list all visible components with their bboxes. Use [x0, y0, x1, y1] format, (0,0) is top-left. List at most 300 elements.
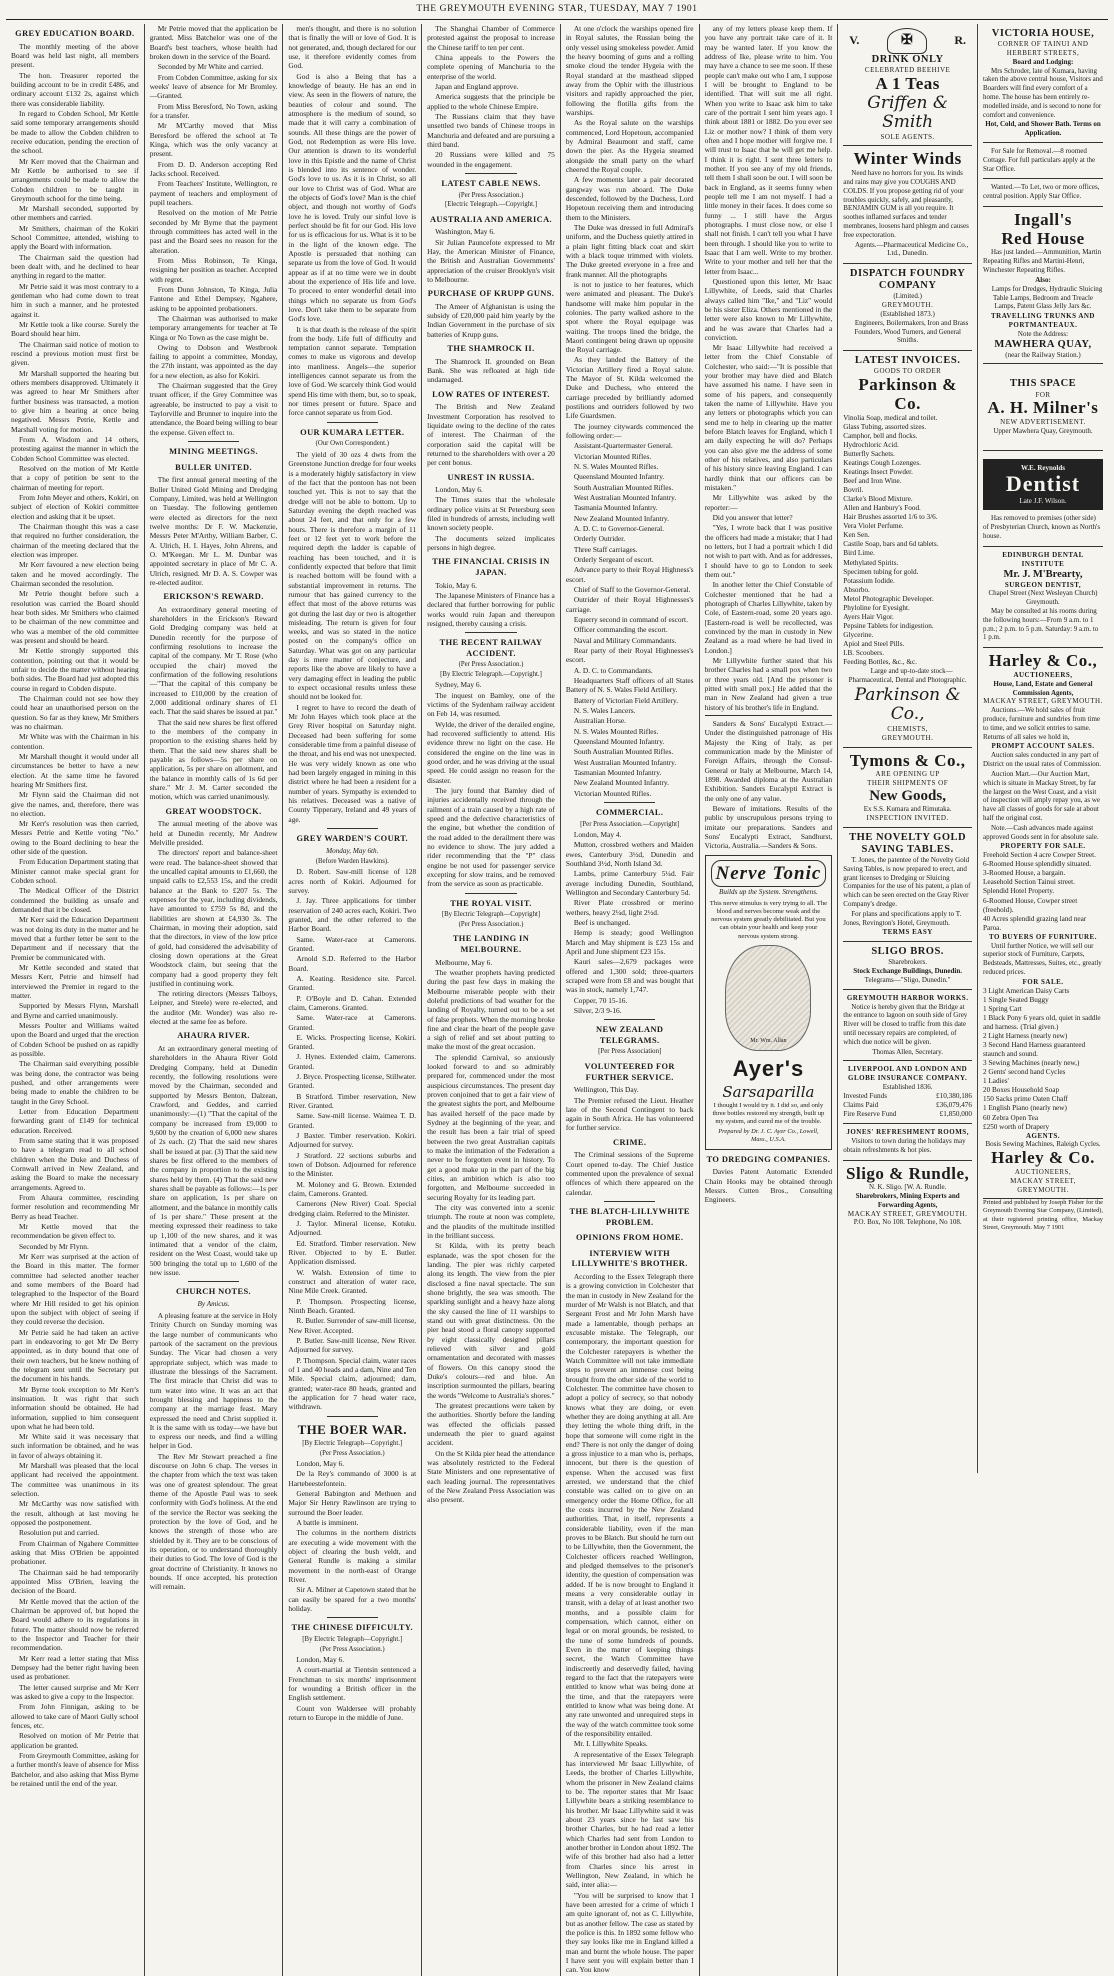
harley-title-2: Harley & Co. [991, 1148, 1095, 1168]
paragraph: J. Jay. Three applications for timber reservation of 240 acres each, Kokiri. Two granted, and the other referred to the Harbor Board. [288, 896, 417, 934]
paragraph: The jury found that Bamley died of injuries accidentally received through the railment of a train caused by a high rate of speed and the defective characteristics of the engine, but whether the condition of the road added to the derailment there was no evidence to show. The jury added a rider recommending that the "P" class engine be not used for passenger service excepting for slow trains, and be removed from the service as soon as practicable. [427, 786, 555, 889]
list-item: 40 Acres splendid grazing land near Paroa. [983, 914, 1087, 932]
paragraph: Mr Byrne took exception to Mr Kerr's insinuation. It was right that such information should be obtained. He had information, supplied to him consequent upon what he had been told. [11, 1384, 139, 1431]
sligo-sub: Sharebrokers. [888, 958, 927, 967]
paragraph: Mr Petrie moved that the application be granted. Miss Batchelor was one of the Board's best teachers, whose health had broken down in the service of the Board. [149, 24, 278, 61]
divider [327, 828, 378, 829]
novelty-footer: For plans and specifications apply to T. Jones, Revington's Hotel, Greymouth. [843, 909, 962, 927]
jones-title: JONES' REFRESHMENT ROOMS, [846, 1128, 969, 1137]
ingalls-title: Ingall's [1014, 210, 1072, 230]
sligo-addr: Stock Exchange Buildings, Dunedin. [853, 967, 962, 976]
article-subheading: LOW RATES OF INTEREST. [432, 389, 550, 399]
paragraph: Mr M'Carthy moved that Miss Beresford be offered the school at Te Kinga, which was the only vacancy at present. [149, 121, 278, 159]
paragraph: The Chairman was authorised to make temporary arrangements for teacher at Te Kinga or No Town as the case might be. [149, 313, 278, 342]
paragraph: The Japanese Ministers of Finance has a declared that further borrowing for public works would ruin Japan and thereupon resigned, thereby causing a crisis. [427, 590, 555, 628]
paragraph: America suggests that the principle be applied to the whole Chinese Empire. [427, 92, 555, 111]
article-heading: THE CHINESE DIFFICULTY. [291, 1623, 413, 1633]
agents-heading: AGENTS. [1025, 1131, 1061, 1140]
paragraph: China appeals to the Powers the complete opening of Manchuria to the enterprise of the world. [427, 52, 555, 81]
liverpool-est: Established 1836. [882, 1083, 933, 1092]
list-item: Phyloline for Eyesight. [843, 603, 910, 612]
this-space: THIS SPACE [1009, 378, 1077, 390]
byline: (Per Press Association.) [458, 191, 524, 199]
paragraph: Three Staff carriages. [573, 544, 638, 554]
paragraph: From Miss Robinson, Te Kinga, resigning her position as teacher. Accepted with regret. [149, 255, 278, 284]
ad-body: I thought I would try it. I did so, and only three bottles restored my strength, built up my system, and cured me of the trouble. [712, 1101, 825, 1126]
paragraph: Same. Water-race at Camerons. Granted. [288, 934, 417, 953]
sligo-rundle-sub: N. K. Sligo. [W. A. Rundle. [868, 1183, 947, 1192]
board-body: Mrs Schroder, late of Kumara, having taken the above central house, Visitors and Boarders will find every comfort of a home. The house has been entirely re-modelled inside, and is second to none for comfort and convenience. [983, 66, 1103, 119]
paragraph: Orderly Outrider. [573, 534, 626, 544]
article-heading: CHURCH NOTES. [176, 1287, 252, 1297]
property-heading: PROPERTY FOR SALE. [1000, 842, 1086, 851]
article-subheading: PURCHASE OF KRUPP GUNS. [427, 289, 555, 299]
goods-footer: Large and up-to-date stock—Pharmaceutical, Dental and Photographic. [848, 667, 967, 685]
article-body [150, 1311, 278, 1592]
paragraph: Mr Isaac Lillywhite had received a letter from the Chief Constable of Colchester, who said:—"It is possible that your brother may have died and Blatch have assumed his name. I have seen in some of his papers, and consequently taken the name of Lillywhite. Have you any letters or photographs which you can send me to help in clearing up the matter before Blatch leaves for England, which I am daily expecting he will do? Perhaps you can also give me the address of some other of his relatives, and also particulars of his history since leaving England. I can hardly think that our officers can be mistaken." [704, 343, 833, 493]
paragraph: At an extraordinary general meeting of shareholders in the Ahaura River Gold Dredging Company, held at Dunedin recently, the following resolutions were moved by the Chairman, seconded and supported by Messrs Benton, Dalzean, Crawford, and Geddes, and carried unanimously:—(1) "That the capital of the company be increased from £9,000 to 9,600 by the creation of 6,000 new shares of 2s each. (2) That the said new shares shall be issued at par. (3) That the said new shares be first offered to the members of the company in proportion to the existing shares held by them. (4) That the said new shares shall be payable as follows:—1s per share on application, 1s per share on allotment, and the balance in monthly calls of 1s per share." These present at the meeting expressed their readiness to take up 1,100 of the new shares, and it was intimated that a vendor of the claim, resident on the West Coast, would take up 500 bringing the total up to 1,600 of the new issue. [149, 1044, 278, 1277]
victoria-house-advert [983, 24, 1103, 143]
article-body [150, 475, 278, 587]
paragraph: any of my letters please keep them. If you have any portrait take care of it. It may be wanted later. If you know the address of Ike, please write to him. You may have a chance to see me soon. If these people can't make out who I am, I suppose I will be brought to England to be identified. That will suit me all right. When you write to Isaac ask him to take care of the portrait I sent him years ago. I think about 1881 or 1882. Do you ever see Liz or mother now? I think of them very often and I hope mother will forgive me. I will trust to Isaac that he will get me help. I think it is right. I sent three letters to mother. If you see any of my old friends, tell them I shall soon be out. I will soon be back in England, as it seems funny when people tell me I am not myself. I had a little money in their faces. It does come so funny ... I still have the Argus photographs. I must close now, or else I shall not finish. I can't tell you what I have been through. I should like you to write to Isaac that I am well. Write to my brother. Write to your mother and tell her that the letter from Isaac... [704, 24, 833, 276]
paragraph: Mr Kerr read a letter stating that Miss Dempsey had the better right having been used as probationer. [11, 1653, 139, 1682]
milner-title: A. H. Milner's [987, 398, 1099, 418]
paragraph: London, May 6. [296, 1459, 345, 1469]
article-body [427, 958, 555, 1505]
paragraph: Mr Petrie said it was most contrary to a gentleman who had come down to treat him in such a manner, and he protested against it. [11, 281, 139, 319]
paragraph: The Premier refused the Lieut. Heather late of the Second Contingent to back again in South Africa. He has volunteered for further service. [565, 1095, 694, 1133]
portrait-caption: Mr. Wm. Allan [750, 1038, 787, 1045]
novelty-title: THE NOVELTY GOLD SAVING TABLES. [849, 831, 967, 855]
paragraph: From Chairman of Ngahere Committee asking that Miss O'Brien be appointed probationer. [11, 1538, 139, 1567]
masthead-title: THE GREYMOUTH EVENING STAR, TUESDAY, MAY 7 1901 [416, 4, 698, 15]
paragraph: The inquest on Bamley, one of the victims of the Sydenham railway accident on Feb 14, was resumed. [427, 690, 555, 719]
paragraph: From Ahaura committee, rescinding former resolution and recommending Mr Berry as head Teacher. [11, 1192, 139, 1221]
article-subheading: THE LANDING IN MELBOURNE. [452, 934, 530, 954]
paragraph: Mr Lillywhite was asked by the reporter:— [704, 493, 833, 512]
article-subheading: AHAURA RIVER. [177, 1031, 250, 1041]
row-value: £1,850,000 [939, 1110, 972, 1118]
paragraph: The Shamrock II. grounded on Bean Bank. She was refloated at high tide undamaged. [427, 356, 555, 385]
paragraph: The Chairman said notice of motion to rescind a previous motion must first be given. [11, 339, 139, 368]
ad-body: Need have no horrors for you. Its winds and rains may give you COUGHS AND COLDS. If you propose getting rid of your troubles quickly, safely, and pleasantly, BENJAMIN GUM is all you require. It soothes inflamed surfaces and tender membranes, loosens hard phlegm and causes free expectoration. [843, 169, 969, 239]
list-item: Metol Photographic Developer. [843, 594, 934, 603]
list-item: Absorbo. [843, 585, 870, 594]
paragraph: Beef is unchanged. [573, 918, 631, 928]
harbour-title: GREYMOUTH HARBOR WORKS. [846, 993, 969, 1002]
list-item: Ken Sen. [843, 531, 870, 540]
dispatch-title: DISPATCH FOUNDRY COMPANY [849, 268, 966, 292]
paragraph: Mr Kettle moved that the action of the Chairman be approved of, but hoped the Board would adhere to its regulations in future. The matter should now be referred to the Inspector and Teacher for their recommendation. [11, 1596, 139, 1653]
paragraph: J Stratford. 22 sections suburbs and town of Dobson. Adjourned for reference to the Minister. [288, 1150, 417, 1179]
paragraph: Camerons (New River) Coal. Special dredging claim. Referred to the Minister. [288, 1199, 417, 1218]
list-item: Specimen tubing for gold. [843, 567, 919, 576]
paragraph: Tokio, May 6. [435, 580, 477, 590]
v-letter: V. [849, 33, 860, 48]
paragraph: W. Walsh. Extension of time to construct and alteration of water race, Nine Mile Creek. Granted. [288, 1267, 417, 1296]
table-row [843, 1092, 972, 1101]
ingalls-advert [983, 207, 1103, 364]
sligo-bros-advert [843, 942, 972, 990]
article-subheading: ERICKSON'S REWARD. [163, 592, 264, 602]
column-4 [422, 24, 561, 1976]
byline: (Before Warden Hawkins). [315, 857, 389, 865]
auctioneers-2: AUCTIONEERS, [1014, 1167, 1072, 1176]
article-heading: OUR KUMARA LETTER. [300, 427, 405, 437]
r-letter: R. [954, 33, 966, 48]
paragraph: Same. Saw-mill license. Waimea T. D. Granted. [288, 1111, 417, 1130]
paragraph: Wylde, the driver of the derailed engine, had recovered sufficiently to attend. His evidence threw no light on the case. He considered the engine on the line was in good order, and he was driving at the usual speed. He could assign no reason for the disaster. [427, 719, 555, 785]
paragraph: Mr Kettle took a like course. Surely the Board should hear him. [11, 320, 139, 339]
chapel-street: Chapel Street (Next Wesleyan Church) Greymouth. [988, 589, 1098, 607]
table-row [843, 1101, 972, 1110]
jones-body: Visitors to town during the holidays may obtain refreshments & hot pies. [843, 1136, 966, 1154]
liverpool-title: LIVERPOOL AND LONDON AND GLOBE INSURANCE COMPANY. [848, 1065, 968, 1083]
paragraph: New Zealand Mounted Infantry. [573, 778, 669, 788]
paragraph: Mr Kerr's resolution was then carried, Messrs Petrie and Kettle voting "No." owing to the Board declining to hear the other side of the question. [11, 819, 139, 857]
harley-advert [983, 648, 1103, 1199]
newspaper-page [6, 24, 977, 1975]
byline: (Per Press Association.) [319, 1645, 385, 1653]
paragraph: Victorian Mounted Rifles. [573, 451, 652, 461]
goods-list [843, 414, 972, 668]
harley-title: Harley & Co., [988, 651, 1098, 671]
paragraph: The weather prophets having predicted during the past few days in making the Melbourne miserable people with their doleful predictions of bad weather for the landing of Royalty, turned out to be a set of false prophets. When the morning broke fine and clear the heart of the people gave a sigh of relief and set about putting to make the most of the great occasion. [427, 967, 555, 1052]
parkinson-script: Parkinson & Co., [854, 684, 961, 725]
paragraph: Sydney, May 6. [435, 680, 482, 690]
byline: [By Electric Telegraph—Copyright.] [302, 1635, 403, 1643]
paragraph: Messrs Poulter and Williams waited upon the Board and urged that the erection of Cobden School be pushed on as rapidly as possible. [11, 1021, 139, 1059]
article-subheading: AUSTRALIA AND AMERICA. [429, 214, 553, 224]
paragraph: West Australian Mounted Infantry. [573, 757, 677, 767]
jones-advert [843, 1124, 972, 1160]
paragraph: Equerry second in command of escort. [573, 615, 688, 625]
paragraph: The splendid Carnival, so anxiously looked forward to and so admirably prepared for, commenced under the most auspicious circumstances. The present day proven conjoined that to get a fair view of the greatest sights the port, and Melbourne has availed herself of the pace made by Sydney at the beginning of the year, and the result has been a fair trial of speed between the two great Australian capitals to make the intimation of the Federation a never to be forgotten event in history. To get a good make up in the part of the big cities, an ambition which is also too forgotten, and Melbourne succeeded in securing Royalty for its leading part. [427, 1052, 555, 1202]
article-heading: MINING MEETINGS. [169, 447, 258, 457]
list-item: Bovril. [843, 486, 864, 495]
dispatch-foundry-advert [843, 264, 972, 351]
paragraph: The yield of 30 ozs 4 dwts from the Greenstone Junction dredge for four weeks is a moderately highly satisfactory in view of the fact that the pontoon has not been touched yet. This is not to say that the dredge will not be able to bottom. Up to Saturday evening the depth reached was about 24 feet, and that only for a few hours. There is therefore a margin of 11 feet or 12 feet yet to work before the required depth the ladder is capable of reaching has been touched, and it is confidently expected that before that limit is reached bottom will be found with a substantial improvement in returns. The rumour that has gained currency to the effect that most of the above returns was got during the last day or two is altogether misleading. The return is given for four weeks, and was so stated in the notice posted on the company's office on Saturday. What was got on any particular day is mere matter of conjecture, and reports like the above are likely to have a very damaging effect in leading the public to expect occasional results unless these should not be looked for. [288, 449, 417, 702]
chemists-label: CHEMISTS, [887, 725, 929, 733]
wanted-offices [983, 179, 1103, 207]
for-sale-body: For Sale for Removal.—8 roomed Cottage. For full particulars apply at the Star Office. [983, 147, 1096, 173]
surgeon-dentist: SURGEON DENTIST, [1004, 580, 1082, 589]
paragraph: Chief of Staff to the Governor-General. [573, 585, 691, 595]
list-item: Castile Soap, bars and 6d tablets. [843, 540, 939, 549]
paragraph: According to the Essex Telegraph there is a growing conviction in Colchester that the man in custody in New Zealand for the murder of Mr Walsh is not Blatch, and that Sergeant Frost and Mr John Marsh have made a lamentable, though perhaps an excusable mistake. The Telegraph, our contemporary, the important question for the Colchester ratepayers is whether the Watch Committee will not take immediate steps to prevent an immense cost being brought from the other side of the world to Colchester. The committee have chosen to adopt a policy of secrecy, so that nobody knows what they are doing, or even whether they are doing anything at all. Are they letting the whole thing drift, in the hope that someone will come right in the end? There is not only the danger of doing a gross injustice to a man who is, perhaps, innocent, but there is the question of expense. When the accused was first arrested, we understand that the chief constable was called on to give on an emergency order the Home Office, for all the costs incurred by the New Zealand authorities. That, in itself, represents a considerable liability, even if the man proves to be Blatch. But should he turn out to be Lillywhite, then the Government, the Colchester officers reached Wellington, and pledged themselves to the prisoner's identity, the question of compensation was added. If he is now brought to England it means a very considerable outlay in transit, with a delay of at least another two months, and a possible claim for compensation, which cannot, either on legal or on moral grounds, be resisted, to the tune of some hundreds of pounds. Even in the matter of keeping things secret, the Watch Committee have indiscreetly and deservedly failed, having regard to the fact that the ratepayers were entitled to know what was being done at the time, and that the ratepayers were entitled to know what was being done. At any rate unwonted and unrequired steps in the way of the watch committee took some of the responsibility entailed. [565, 1271, 694, 1738]
paragraph: Mr Marshall seconded, supported by other members and carried. [11, 204, 139, 223]
row-value: £36,079,476 [936, 1100, 972, 1109]
milner-space-advert [983, 364, 1103, 450]
column-3 [283, 24, 422, 1976]
divider [604, 1201, 655, 1202]
paragraph: I regret to have to record the death of Mr John Hayes which took place at the Grey River hospital on Saturday night. Deceased had been suffering for some considerable time from a painful disease of the throat, and his end was not unexpected. He was very widely known as one who had been largely engaged in mining in this district where he had been a resident for a number of years. Sympathy is extended to his relatives. Deceased was a native of County Tipperary, Ireland and 49 years of age. [288, 702, 417, 824]
paragraph: J. Hynes. Extended claim, Camerons. Granted. [288, 1052, 417, 1071]
new-goods: New Goods, [869, 787, 946, 804]
paragraph: E. Wicks. Prospecting license, Kokiri. Granted. [288, 1032, 417, 1052]
edinburgh-dental-advert [983, 547, 1103, 648]
divider [188, 1281, 239, 1282]
paragraph: Mr White said it was necessary that such information be obtained, and he was in favor of always obtaining it. [11, 1432, 139, 1460]
paragraph: The city was converted into a scenic triumph. The route at noon was complete, and the plaudits of the multitude instilled in the brilliant success. [427, 1203, 555, 1241]
sligo-title: SLIGO BROS. [871, 946, 944, 958]
article-body [288, 867, 416, 1411]
article-heading: GREY EDUCATION BOARD. [15, 29, 135, 38]
article-heading: THE RECENT RAILWAY ACCIDENT. [439, 638, 543, 658]
paragraph: Mr McCarthy was now satisfied with the result, although at last moving he opposed the postponement. [11, 1499, 139, 1528]
paragraph: General Babington and Methuen and Major Sir Henry Rawlinson are trying to surround the Boer leader. [288, 1489, 417, 1517]
parkinson-advert [843, 351, 972, 747]
article-body [427, 227, 555, 284]
list-item: Potassium Iodide. [843, 576, 895, 585]
article-body [566, 280, 694, 798]
list-item: 1 English Piano (nearly new) [983, 1104, 1067, 1113]
paragraph: is not to justice to her features, which were animated and pleasant. The Duke's handsome will make him popular in the colonies. The party walked ashore to the spot where the Royal equipage was waiting. The troops lined the bridge, the Maori contingent being drawn up opposite the Royal carriage. [565, 279, 694, 355]
list-item: 1 Ladies' [983, 1077, 1009, 1086]
po-box: P.O. Box, No 108. Telephone, No 108. [853, 1218, 962, 1227]
sarsaparilla-brand: Sarsaparilla [722, 1082, 815, 1101]
paragraph: "You will be surprised to know that I have been arrested for a crime of which I am quite ignorant of, not as C. Lillywhite, but as another fellow. The case as stated by the police is this. In 1892 some fellow who they say looks like me in England killed a man and burnt the whole house. The paper I have sent you will explain better than I can. You know [565, 1890, 694, 1975]
list-item: Vinolia Soap, medical and toilet. [843, 413, 938, 422]
paragraph: A battle is imminent. [296, 1518, 359, 1528]
list-item: 3 Light American Daisy Carts [983, 986, 1070, 995]
paragraph: The Chairman suggested that the Grey truant officer, if the Grey Committee was agreeable, be instructed to pay a visit to Taylorville and Brunner to inquire into the attendance, the Board being willing to bear the expense. Given effect to. [149, 381, 278, 437]
paragraph: Japan and England approve. [435, 81, 519, 91]
harbour-notice [843, 990, 972, 1062]
reynolds-dentist-advert [983, 451, 1103, 547]
sligo-rundle-advert [843, 1161, 972, 1232]
paragraph: N. S. Wales Mounted Rifles. [573, 726, 659, 736]
paragraph: The Times states that the wholesale ordinary police visits at St Petersburg seen filed in hundreds of arrests, including well known society people. [427, 495, 555, 533]
nerve-tonic-title: Nerve Tonic [711, 860, 827, 888]
list-item: Ayers Hair Vigor. [843, 612, 894, 621]
novelty-body: T. Jones, the patentee of the Novelty Gold Saving Tables, is now prepared to erect, and grant licenses to Dredging or Sluicing Companies for the use of his patent, a plan of which can be seen erected on the Gray River Company's dredge. [843, 855, 971, 908]
article-body [150, 1044, 278, 1277]
sale-list [983, 987, 1103, 1132]
ad-subtitle: Builds up the System. Strengthens. [719, 888, 818, 897]
wanted-body: Wanted.—To Let, two or more offices, central position. Apply Star Office. [983, 183, 1100, 201]
paragraph: South Australian Mounted Rifles. [573, 747, 674, 757]
byline: [Per Press Association] [598, 1048, 662, 1056]
paragraph: Mr Kettle seconded and stated that Messrs Kerr, Petrie and himself had interviewed the Premier in regard to the matter. [11, 963, 139, 1001]
advert-text: Beware of imitations. Results of the public by unscrupulous persons trying to imitate our preparations. Sanders and Sons' Eucalypti Extract, Sandhurst, Victoria, Australia.—Sanders & Sons. [704, 803, 833, 851]
paragraph: A few moments later a pair decorated gangway was run aboard. The Duke descended, followed by the Duchess, Lord Hopetoun receiving them and introducing them to the Ministers. [565, 175, 694, 222]
novelty-tables-advert [843, 828, 972, 942]
advert-text: Davies Patent Automatic Extended Chain Hooks may be obtained through Messrs. Cutten Bros., Consulting Engineers. [704, 1167, 833, 1205]
list-item: Apiol and Steel Pills. [843, 640, 905, 649]
list-item: Keatings Cough Lozenges. [843, 458, 921, 467]
divider [604, 1019, 655, 1020]
paragraph: A. Keating. Residence site. Parcel. Granted. [288, 973, 417, 993]
paragraph: The Chairman said the question had been dealt with, and he declined to hear anything in regard to the matter. [11, 252, 139, 281]
paragraph: The Russians claim that they have unsettled two bands of Chinese troops in Manchuria and defeated and are pursuing a third band. [427, 111, 555, 149]
paragraph: J. Bryce. Prospecting license, Stillwater. Granted. [288, 1072, 417, 1091]
paragraph: Mutton, crossbred wethers and Maiden ewes, Canterbury 3½d, Dunedin and Southland 3½d, North Island 3d. [565, 840, 694, 869]
vr-crest-row [843, 28, 972, 54]
dispatch-sub: (Limited.) [893, 292, 922, 301]
paragraph: Arnold S.D. Referred to the Harbor Board. [288, 954, 417, 973]
paragraph: Outrider of their Royal Highnesses's carriage. [565, 595, 694, 614]
buyers-heading: TO BUYERS OF FURNITURE. [989, 932, 1097, 941]
article-subheading: CRIME. [613, 1137, 647, 1147]
row-value: £10,380,186 [936, 1091, 972, 1100]
paragraph: Wellington, This Day. [573, 1085, 639, 1095]
article-heading: THE BLATCH-LILLYWHITE PROBLEM. [569, 1207, 690, 1227]
byline: (Per Press Association.) [458, 920, 524, 928]
goods-to-order: GOODS TO ORDER [873, 367, 942, 376]
list-item: I.B. Scoobers. [843, 649, 885, 658]
victoria-title: VICTORIA HOUSE, [991, 28, 1095, 39]
property-list [983, 851, 1103, 933]
paragraph: Queensland Mounted Infantry. [573, 736, 665, 746]
paragraph: N. S. Wales Mounted Rifles. [573, 462, 659, 472]
paragraph: From same stating that it was proposed to have a telegram read to all school children when the Duke and Duchess of Cornwall arrived in New Zealand, and asking the Board to make the necessary arrangements. Agreed to. [11, 1135, 139, 1192]
paragraph: Kauri sales—2,679 packages were offered and 1,300 sold; three-quarters scraped were from £8 and was bought that was in stock, namely 1,747. [565, 957, 694, 995]
article-body [427, 302, 555, 339]
board-lodging: Board and Lodging: [1012, 57, 1074, 66]
paragraph: The documents seized implicates persons in high degree. [427, 533, 555, 553]
paragraph: Silver, 2/3 9-16. [573, 1005, 622, 1015]
article-body [427, 357, 555, 385]
paragraph: Letter from Education Department forwarding grant of £149 for technical education. Received. [11, 1107, 139, 1135]
article-heading: COMMERCIAL. [595, 807, 664, 817]
for-sale-heading: FOR SALE. [1022, 977, 1064, 986]
paragraph: The greatest precautions were taken by the authorities. Shortly before the landing was effected the officials passed underneath the pier to guard against accident. [427, 1400, 555, 1448]
column-5 [561, 24, 700, 1976]
paragraph: J Baxter. Timber reservation. Kokiri. Adjourned for survey. [288, 1131, 417, 1150]
column-7 [838, 24, 977, 1976]
paragraph: The Chairman thought this was a case that required no further consideration, the chairman of the meeting declared that the election was improper. [11, 521, 139, 559]
paragraph: A. D. C. to Governor-General. [573, 524, 664, 534]
article-body [705, 277, 833, 712]
paragraph: Hemp is steady; good Wellington March and May shipment is £23 15s and April and June shipment £23 15s. [565, 928, 694, 956]
article-body [288, 1459, 416, 1613]
byline: [Electric Telegraph.—Copyright.] [444, 201, 538, 209]
sligo-rundle-title: Sligo & Rundle, [846, 1163, 970, 1183]
paragraph: B Stratford. Timber reservation, New River. Granted. [288, 1091, 417, 1111]
drink-only: DRINK ONLY [871, 54, 944, 65]
paragraph: From Dunn Johnston, Te Kinga, Julia Fantone and Ethel Dempsey, Ngahere, asking to be appointed probationers. [149, 284, 278, 313]
paragraph: At one o'clock the warships opened fire in Royal salutes, the Russian being the only vessel using smokeless powder. Amid the heavy booming of guns and a rolling smoke cloud the tender Hygeia with the Royal standard at the masthead slipped away from the Ophir with the illustrious visitors and rapidly approached the pier, following the flotilla gifts from the warships. [565, 24, 694, 117]
paragraph: Mr Marshall thought it would under all circumstances be better to have a new election. At the same time he favored hearing Mr Smithers first. [11, 751, 139, 789]
mackay-2: MACKAY STREET, [1010, 1176, 1076, 1185]
paragraph: Resolved on the motion of Mr Petrie seconded by Mr Byrne that the payment through committees has acted well in the past and the Board sees no reason for the alteration. [149, 208, 278, 255]
harbour-sign: Thomas Allen, Secretary. [872, 1047, 943, 1056]
ad-body: This nerve stimulus is very trying to all. The blood and nerves become weak and the nervous system greatly debilitated. But you can obtain your health and keep your nervous system strong. [709, 899, 828, 940]
crown-icon: ✠ [887, 28, 927, 54]
ad-footer: Agents.—Pharmaceutical Medicine Co., Ltd., Dunedin. [854, 240, 969, 258]
paragraph: Mr Kerr said the Education Department was not doing its duty in the matter and he moved that a further letter be sent to the Department and if necessary that the Premier be communicated with. [11, 915, 139, 962]
buyers-body: Until further Notice, we will sell our superior stock of Furniture, Carpets, Bedsteads, Mattresses, Suites, etc., greatly reduced prices. [983, 941, 1102, 976]
list-item: Hydrochloric Acid. [843, 440, 899, 449]
list-item: 60 Zebra Open Tea [983, 1113, 1039, 1122]
paragraph: Questioned upon this letter, Mr Isaac Lillywhite, of Leeds, said that Charles always called him "Ike," and "Liz" would be his sister Eliza. Others mentioned in the letter were also known to Mr Lillywhite, and he was aware that Charles had a conviction. [704, 276, 833, 342]
article-subheading: BULLER UNITED. [175, 462, 252, 472]
byline: [By Electric Telegraph—Copyright] [441, 911, 541, 919]
article-subheading: GREAT WOODSTOCK. [165, 806, 262, 816]
list-item: Freehold Section 4 acre Cowper Street. [983, 851, 1096, 860]
article-heading: THE BOER WAR. [297, 1421, 407, 1437]
article-body [566, 830, 694, 1015]
article-body [566, 1085, 694, 1133]
paragraph: Count von Waldersee will probably return to Europe in the middle of June. [288, 1703, 417, 1723]
list-item: Allen and Hanbury's Food. [843, 504, 921, 513]
paragraph: The retiring directors (Messrs Talboys, Leipner, and Steele) were re-elected, and the auditor (Mr. Wonder) was also re-elected at the same fee as before. [149, 989, 278, 1027]
prompt-sales: PROMPT ACCOUNT SALES. [991, 742, 1095, 751]
table-row [843, 1110, 972, 1119]
divider [327, 422, 378, 423]
paragraph: Melbourne, May 6. [435, 957, 493, 967]
paragraph: The Criminal sessions of the Supreme Court opened to-day. The Chief Justice commented upon the prevalence of sexual offences of which there appeared on the calendar. [565, 1150, 694, 1197]
paragraph: As the Royal salute on the warships commenced, Lord Hopetoun, accompanied by Admiral Beaumont and staff, came down the pier. As the Hygeia steamed alongside the small party on the wharf cheered the Royal couple. [565, 118, 694, 174]
list-item: 1 Black Pony 6 years old, quiet in saddle and harness. (Trial given.) [983, 1013, 1101, 1031]
paragraph: Queensland Mounted Infantry. [573, 472, 665, 482]
byline: [By Electric Telegraph.—Copyright.] [440, 670, 542, 678]
paragraph: From Education Department stating that Minister cannot make special grant for Cobden school. [11, 857, 139, 886]
winter-winds-title: Winter Winds [853, 149, 962, 169]
liverpool-rows [843, 1092, 972, 1119]
paragraph: P. O'Boyle and D. Cahan. Extended claim, Camerons. Granted. [288, 993, 417, 1012]
byline: By Amicus. [197, 1299, 230, 1308]
masthead [6, 0, 1108, 20]
list-item: 6-Roomed House, Cowper street (freehold). [983, 896, 1078, 914]
paragraph: R. Butler. Surrender of saw-mill license, New River. Accepted. [288, 1316, 417, 1335]
paragraph: New Zealand Mounted Infantry. [573, 513, 669, 523]
divider [465, 632, 516, 633]
teas-title: A 1 Teas [875, 73, 940, 93]
harley-body: Auctions.—We hold sales of fruit produce, furniture and sundries from time to time, and we solicit entries to same. Returns of all sales we hold in, [983, 706, 1101, 741]
paragraph: Mr White was with the Chairman in his contention. [11, 732, 139, 751]
article-body [566, 1272, 694, 1975]
liverpool-insurance-advert [843, 1061, 972, 1124]
for-label: FOR [1035, 390, 1051, 399]
article-subheading: UNREST IN RUSSIA. [447, 472, 535, 482]
paragraph: The Duke was dressed in full Admiral's uniform, and the Duchess quietly attired in a plain light fitting black coat and skirt with a black toque trimmed with violets. The Duke greeted everyone in a free and frank manner. All the photographs [565, 222, 694, 279]
sligo-tel: Telegrams—"Sligo, Dunedin." [864, 975, 951, 984]
agents-body: Bosis Sewing Machines, Raleigh Cycles. [985, 1140, 1101, 1149]
dateline: Monday, May 6th. [326, 846, 379, 855]
paragraph: Naval and Military Commandants. [573, 635, 677, 645]
reynolds-name: W.E. Reynolds [1021, 463, 1065, 472]
paragraph: Resolved on the motion of Mr Kettle that a copy of petition be sent to the chairman of meeting for report. [11, 464, 139, 492]
paragraph: J. Taylor. Mineral license, Kotuku. Adjourned. [288, 1219, 417, 1238]
list-item: Glycerine. [843, 631, 874, 640]
ad-footer: Prepared by Dr. J. C. Ayer Co., Lowell, Mass., U.S.A. [718, 1127, 819, 1143]
paragraph: De la Rey's commando of 3000 is at Hartebeestefontein. [288, 1469, 417, 1488]
paragraph: South Australian Mounted Rifles. [573, 482, 674, 492]
milner-address: Upper Mawhera Quay, Greymouth. [993, 426, 1093, 435]
paragraph: Orderly Sergeant of escort. [573, 555, 654, 565]
paragraph: From John Finnigan, asking to be allowed to take care of Maori Gully school fences, etc. [11, 1702, 139, 1730]
tymons-title: Tymons & Co., [849, 750, 966, 770]
paragraph: St Kilda, with its pretty beach esplanade, was the spot chosen for the landing. The pier was richly carpeted along its length. The view from the pier disclosed a fine naval spectacle. The sun shone brightly, the sea was smooth. The sparkling sunlight and a heavy haze along the sky caused the line of 11 warships to stand out with great distinctness. On the pier head stood a floral canopy supported by eight classically designed pillars relieved with silver and gold ornamentation and decorated with masses of flowers. On this canopy stood the Duke's colours—red and blue. An inscription surmounted the pillars, bearing the words "Welcome to Australia's shores." [427, 1241, 555, 1400]
lamps-body: Lamps for Dredges, Hydraulic Sluicing Table Lamps, Bedroom and Treacle Lamps, Patent Glass Jelly Jars &c. [991, 284, 1103, 311]
article-subheading: THE SHAMROCK II. [447, 344, 535, 354]
paragraph: Copper, 70 15-16. [573, 995, 628, 1005]
paragraph: Mr. I. Lillywhite Speaks. [573, 1739, 648, 1749]
paragraph: Australian Horse. [573, 716, 626, 726]
dispatch-est: (Established 1873.) [880, 310, 935, 319]
article-body [288, 450, 416, 824]
article-subheading: OPINIONS FROM HOME. [576, 1233, 684, 1243]
list-item: Keatings Insect Powder. [843, 467, 913, 476]
advert-heading: TO DREDGING COMPANIES. [706, 1154, 831, 1164]
list-item: 3 Sewing Machines (nearly new,) [983, 1059, 1080, 1068]
sole-agents: SOLE AGENTS. [880, 132, 935, 141]
article-body [427, 680, 555, 888]
tymons-opening: ARE OPENING UP [875, 770, 940, 779]
paragraph: From Miss Beresford, No Town, asking for a transfer. [149, 101, 278, 120]
